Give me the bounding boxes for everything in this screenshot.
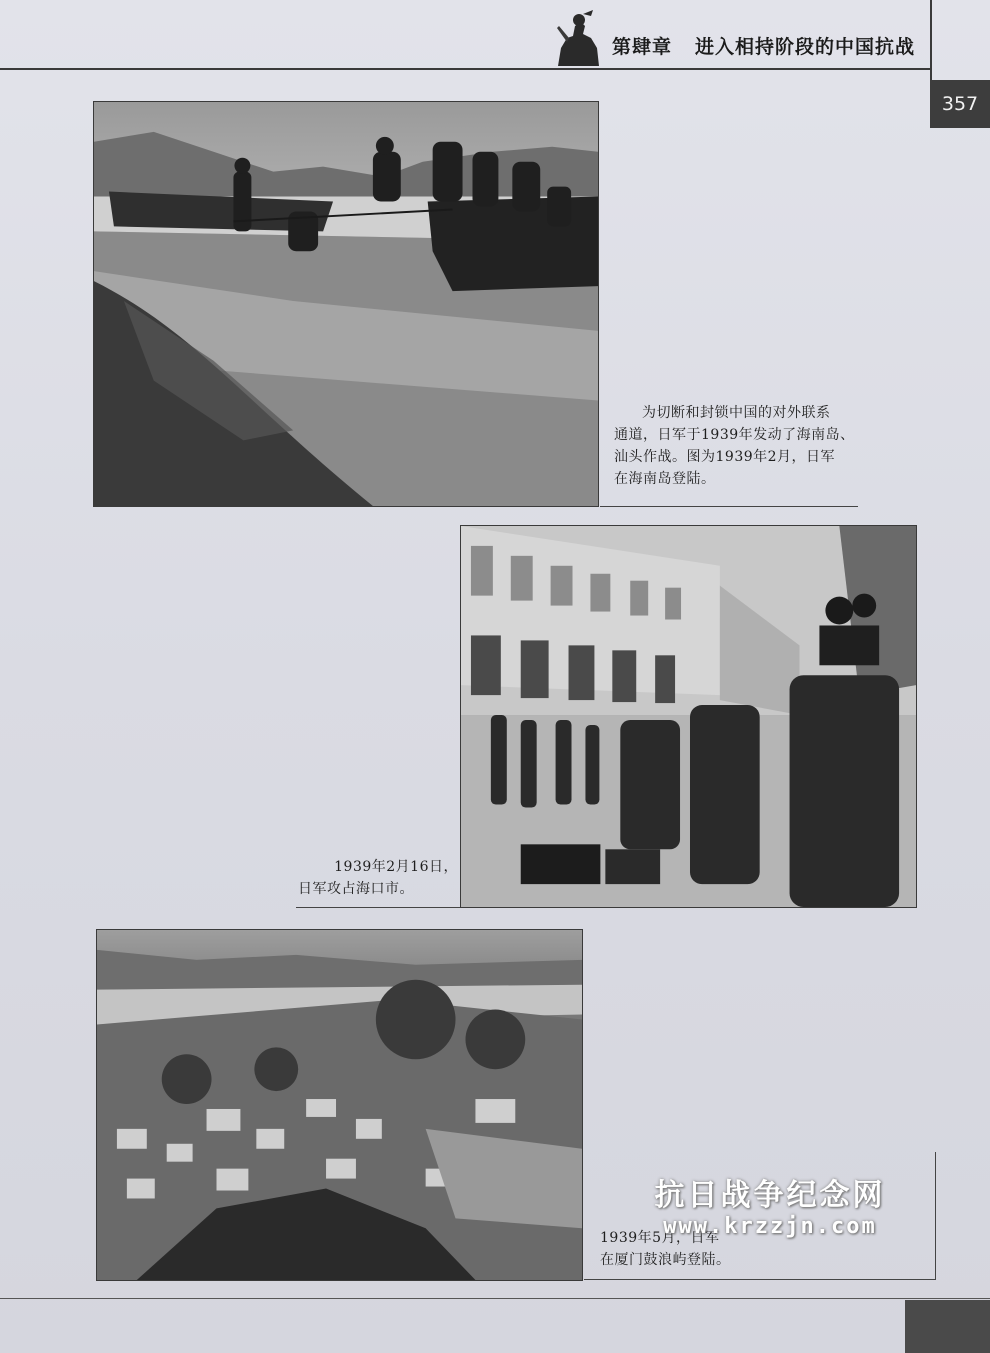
caption-line: 为切断和封锁中国的对外联系 (642, 405, 831, 421)
caption-xiamen (600, 1227, 800, 1271)
caption-line: 汕头作战。图为1939年2月，日军 (614, 449, 836, 465)
soldier-emblem-icon (553, 8, 603, 66)
caption-rule (296, 907, 460, 908)
caption-line: 日军攻占海口市。 (298, 881, 414, 897)
photo-hainan-landing (93, 101, 599, 507)
header-side-rule (930, 0, 932, 80)
caption-line: 在厦门鼓浪屿登陆。 (600, 1252, 731, 1268)
photo-haikou (460, 525, 917, 908)
chapter-label: 第肆章 (612, 36, 673, 58)
caption-line: 1939年5月，日军 (600, 1230, 720, 1246)
chapter-title: 进入相持阶段的中国抗战 (695, 36, 916, 58)
caption-rule (600, 506, 858, 507)
caption-line: 1939年2月16日， (334, 859, 458, 875)
watermark-text: 抗日战争纪念网 (654, 1178, 886, 1213)
caption-rule (584, 1279, 936, 1280)
caption-line: 在海南岛登陆。 (614, 471, 716, 487)
caption-side-rule (935, 1152, 936, 1280)
footer-tab (905, 1300, 990, 1353)
header-rule (0, 68, 930, 70)
footer-rule (0, 1298, 990, 1299)
caption-line: 通道，日军于1939年发动了海南岛、 (614, 427, 855, 443)
watermark-url: www.krzzjn.com (663, 1214, 877, 1239)
photo-xiamen-gulangyu (96, 929, 583, 1281)
caption-hainan-landing (614, 402, 874, 490)
page-number: 357 (930, 80, 990, 128)
caption-haikou (298, 856, 458, 900)
